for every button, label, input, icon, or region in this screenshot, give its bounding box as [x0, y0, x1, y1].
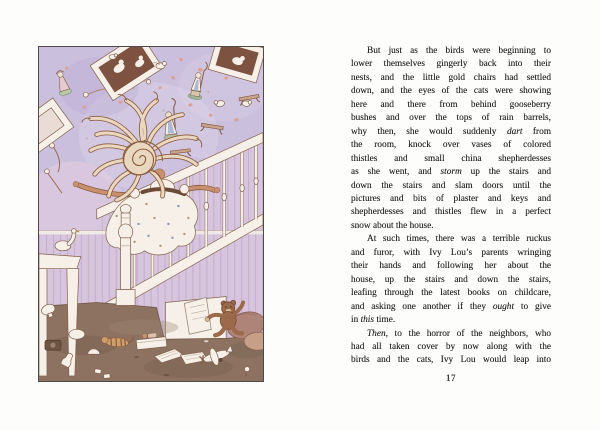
- story-line: here and there from behind gooseberry: [351, 99, 551, 110]
- story-line: Then, to the horror of the neighbors, who: [367, 328, 551, 339]
- story-line: had all taken cover by now along with the: [351, 341, 551, 352]
- story-line: their hands and following her about the: [351, 261, 551, 272]
- story-line: But just as the birds were beginning to: [367, 46, 551, 56]
- story-line: the room, knock over vases of colored: [351, 140, 551, 151]
- story-line: leafing through the latest books on childcare,: [351, 288, 551, 299]
- story-line: why then, she would suddenly dart from: [351, 126, 551, 137]
- story-line: At such times, there was a terrible ruckus: [367, 234, 551, 245]
- page-number: 17: [446, 373, 456, 383]
- story-illustration: [38, 46, 264, 382]
- story-line: nests, and the little gold chairs had settled: [351, 72, 551, 83]
- story-line: pictures and bits of plaster and keys and: [351, 193, 551, 204]
- story-text: [351, 45, 551, 368]
- story-line: down, and the eyes of the cats were showing: [351, 86, 551, 97]
- story-line: down the stairs and slam doors until the: [351, 180, 551, 191]
- story-line: birds and the cats, Ivy Lou would leap into: [351, 355, 551, 366]
- story-line: and asking one another if they ought to give: [351, 301, 551, 312]
- illustration-canvas: [39, 47, 263, 381]
- story-line: shepherdesses and thistles flew in a perfect: [351, 207, 551, 218]
- story-line: house, up the stairs and down the stairs,: [351, 274, 551, 285]
- story-line: bushes and over the tops of rain barrels,: [351, 113, 551, 124]
- toy-camera: [45, 340, 61, 350]
- story-line: snow about the house.: [351, 220, 434, 231]
- story-line: thistles and small china shepherdesses: [351, 153, 551, 164]
- story-line: and furor, with Ivy Lou’s parents wringing: [351, 247, 551, 258]
- propped-drawing: [184, 298, 211, 335]
- story-line: in this time.: [351, 315, 396, 326]
- story-line: as she went, and storm up the stairs and: [351, 167, 551, 178]
- story-line: lower themselves gingerly back into their: [351, 59, 551, 70]
